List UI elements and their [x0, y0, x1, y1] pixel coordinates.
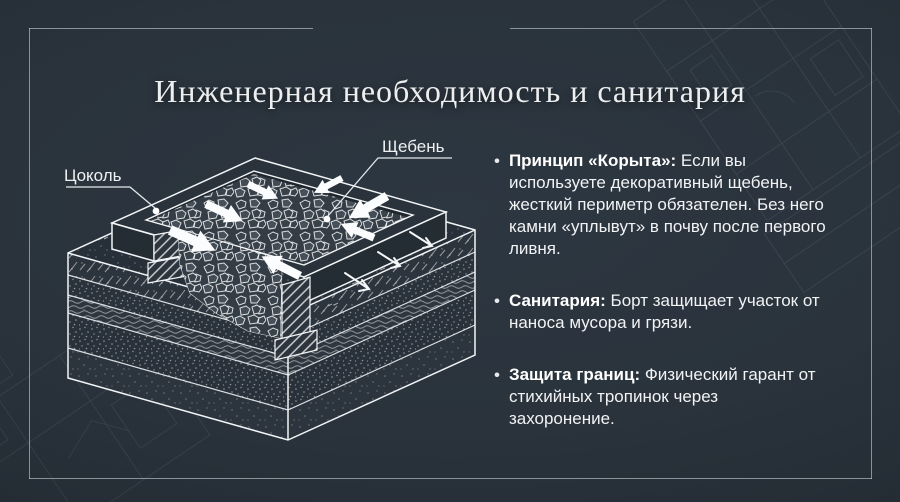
page-title: Инженерная необходимость и санитария [154, 73, 746, 110]
foundation-diagram [42, 134, 488, 486]
bullet-text: Защита границ: Физический гарант от стихийных тропинок через захоронение. [508, 365, 816, 428]
slide-frame-top-right [510, 28, 872, 29]
bullet-marker: • [494, 151, 500, 171]
plinth-leader-line [66, 187, 155, 208]
bullet-text: Санитария: Борт защищает участок от наноса мусора и грязи. [508, 291, 820, 332]
list-item [494, 364, 828, 430]
bullet-marker: • [494, 365, 500, 385]
list-item [494, 290, 828, 334]
gravel-label: Щебень [382, 137, 445, 156]
plinth-leader-dot [153, 208, 160, 215]
plinth-label: Цоколь [64, 166, 122, 185]
bullet-marker: • [494, 291, 500, 311]
list-item [494, 150, 828, 260]
bullet-text: Принцип «Корыта»: Если вы используете декоративный щебень, жесткий периметр обязателен. Без него камни «уплывут» в почву после первого ливня. [508, 151, 826, 258]
bullet-list [494, 150, 828, 430]
slide-frame-top-left [29, 28, 313, 29]
gravel-leader-dot [324, 216, 331, 223]
